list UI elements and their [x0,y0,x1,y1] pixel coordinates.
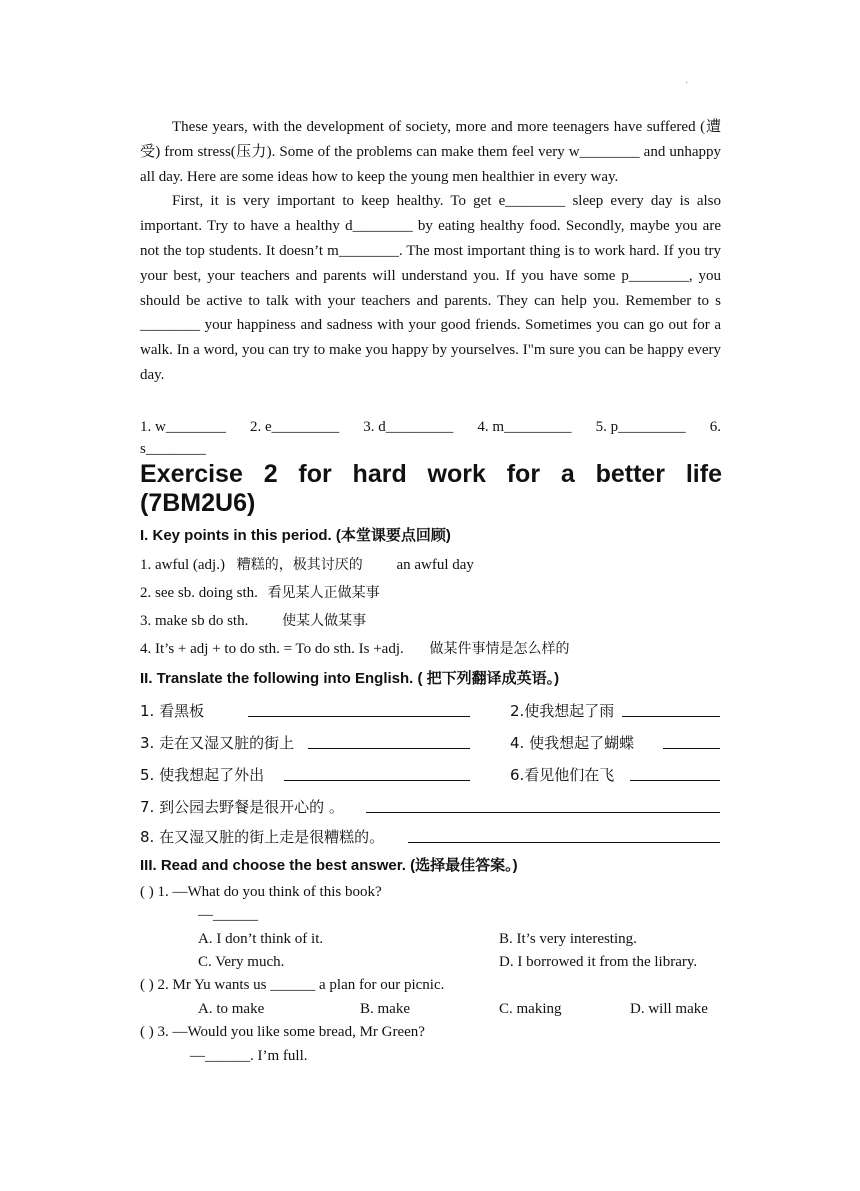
key-point-en: 4. It’s + adj + to do sth. = To do sth. Is +adj. [140,641,404,657]
translate-item-8: 8. 在又湿又脏的街上走是很糟糕的。 [140,828,385,846]
section-1-heading: I. Key points in this period. (本堂课要点回顾) [140,527,451,544]
answer-blank-1[interactable] [248,702,470,722]
translate-item-4: 4. 使我想起了蝴蝶 [510,734,635,752]
title-word: Exercise [140,460,243,488]
question-1-option-b[interactable]: B. It’s very interesting. [499,931,637,947]
title-code: (7BM2U6) [140,489,256,517]
passage-paragraph-2: First, it is very important to keep healthy. To get e________ sleep every day is also important. Try to have a healthy d________ by eating healthy food. Secondly, maybe you are not the top students. It doesn’t m________. The most important thing is to work hard. If you try your best, your teachers and parents will understand you. If you have some p________, you should be active to talk with your teachers and parents. They can help you. Remember to s ________ your happiness and sadness with your good friends. Sometimes you can go out for a walk. In a word, you can try to make you happy by yourselves. I"m sure you can be happy every day. [140,193,721,383]
title-word: better [595,460,666,488]
key-point-2 [140,584,380,602]
translate-item-5: 5. 使我想起了外出 [140,766,265,784]
question-2-stem: ( ) 2. Mr Yu wants us ______ a plan for our picnic. [140,977,445,993]
key-point-en: 2. see sb. doing sth. [140,585,258,601]
key-point-cn: 做某件事情是怎么样的 [429,641,570,657]
answer-item-6-wrap: s________ [140,441,206,457]
answer-blank-6[interactable] [630,766,720,786]
question-3-stem: ( ) 3. —Would you like some bread, Mr Green? [140,1024,425,1040]
answer-item-6: 6. [709,419,721,435]
title-word: 2 [263,460,278,488]
translate-item-7: 7. 到公园去野餐是很开心的 。 [140,798,344,816]
title-word: hard [352,460,407,488]
passage-paragraph-1: These years, with the development of society, more and more teenagers have suffered (遭受) from stress(压力). Some of the problems can make them feel very w________ and unhappy all day. Here are some ideas how to keep the young men healthier in every way. [140,119,721,185]
key-point-example: an awful day [396,557,474,573]
page-mark: · [685,78,689,89]
question-2-option-b[interactable]: B. make [360,1001,410,1017]
question-1-reply: —______ [198,907,258,923]
key-point-en: 1. awful (adj.) [140,557,225,573]
title-word: a [560,460,575,488]
answer-line [140,416,721,460]
answer-item-5: 5. p_________ [595,419,686,435]
translate-item-3: 3. 走在又湿又脏的街上 [140,734,295,752]
title-word: life [685,460,722,488]
key-point-1 [140,556,474,574]
key-point-cn: 糟糕的，极其讨厌的 [236,557,363,573]
question-1-option-a[interactable]: A. I don’t think of it. [198,931,324,947]
answer-blank-7[interactable] [366,798,720,818]
title-word: work [427,460,486,488]
question-1-stem: ( ) 1. —What do you think of this book? [140,884,382,900]
question-2-option-d[interactable]: D. will make [630,1001,708,1017]
answer-blank-2[interactable] [622,702,720,722]
question-3-reply: —______. I’m full. [190,1048,308,1064]
exercise-title [140,460,722,518]
translate-item-2: 2.使我想起了雨 [510,702,615,720]
answer-item-2: 2. e_________ [249,419,340,435]
key-point-cn: 使某人做某事 [282,613,367,629]
reading-passage [140,115,721,388]
key-point-cn: 看见某人正做某事 [267,585,380,601]
translate-item-1: 1. 看黑板 [140,702,205,720]
answer-item-4: 4. m_________ [477,419,572,435]
answer-item-3: 3. d_________ [363,419,454,435]
section-2-heading: II. Translate the following into English. ( 把下列翻译成英语。) [140,670,560,687]
answer-blank-4[interactable] [663,734,720,754]
section-3-heading: III. Read and choose the best answer. (选择最佳答案。) [140,857,518,874]
answer-blank-3[interactable] [308,734,470,754]
key-point-en: 3. make sb do sth. [140,613,249,629]
answer-blank-5[interactable] [284,766,470,786]
key-point-4 [140,640,570,658]
answer-blank-8[interactable] [408,828,720,848]
question-1-option-d[interactable]: D. I borrowed it from the library. [499,954,698,970]
question-2-option-c[interactable]: C. making [499,1001,562,1017]
title-word: for [298,460,332,488]
answer-item-1: 1. w________ [140,419,226,435]
translate-item-6: 6.看见他们在飞 [510,766,615,784]
question-2-option-a[interactable]: A. to make [198,1001,265,1017]
question-1-option-c[interactable]: C. Very much. [198,954,285,970]
key-point-3 [140,612,366,630]
title-word: for [506,460,541,488]
